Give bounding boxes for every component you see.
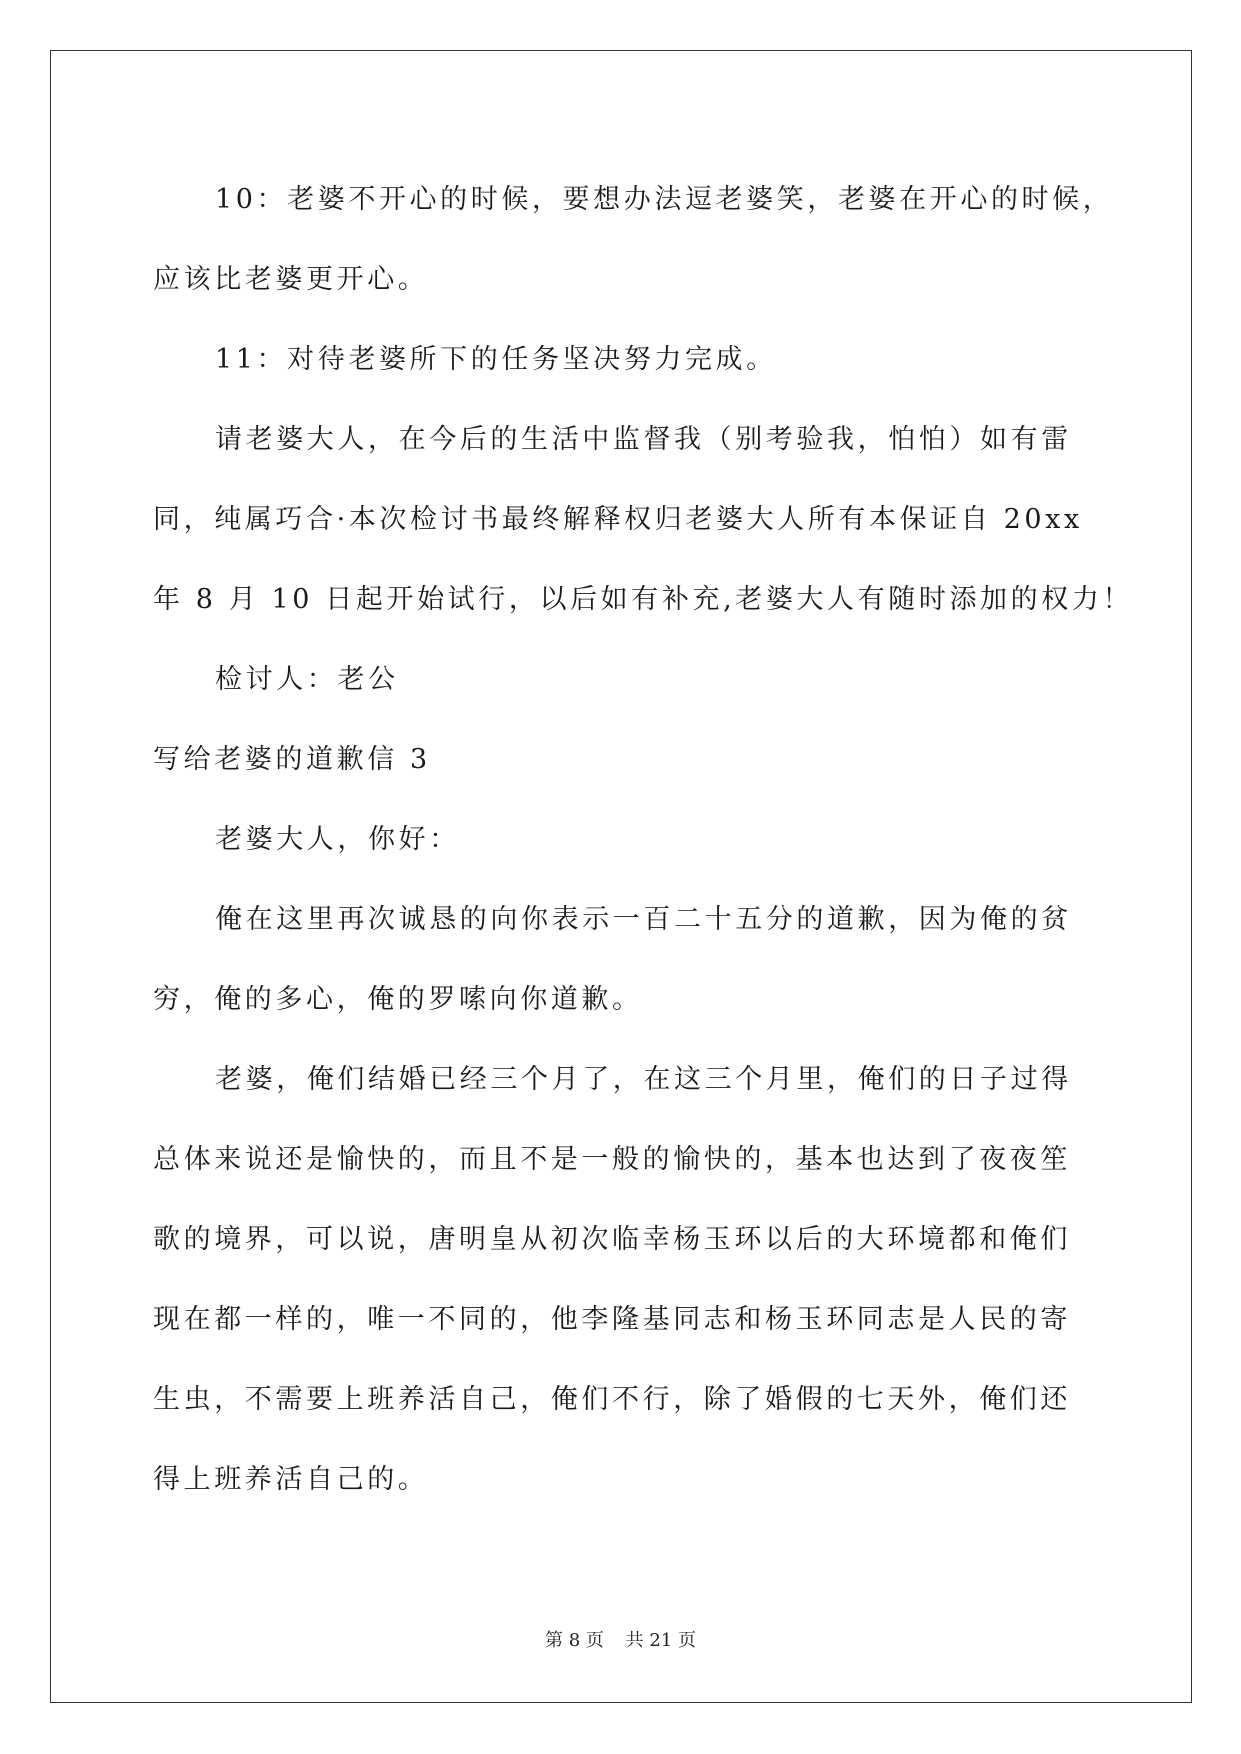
text-line: 生虫，不需要上班养活自己，俺们不行，除了婚假的七天外，俺们还: [153, 1384, 1071, 1415]
text-line: 歌的境界，可以说，唐明皇从初次临幸杨玉环以后的大环境都和俺们: [153, 1224, 1071, 1255]
text-line: 同，纯属巧合·本次检讨书最终解释权归老婆大人所有本保证自 20xx: [153, 504, 1083, 535]
text-line: 年 8 月 10 日起开始试行，以后如有补充,老婆大人有随时添加的权力！: [153, 584, 1134, 615]
text-line: 总体来说还是愉快的，而且不是一般的愉快的，基本也达到了夜夜笙: [153, 1144, 1071, 1175]
page-footer: [0, 1626, 1241, 1652]
text-line: 俺在这里再次诚恳的向你表示一百二十五分的道歉，因为俺的贫: [215, 904, 1072, 935]
text-line: 穷，俺的多心，俺的罗嗦向你道歉。: [153, 984, 643, 1015]
page-total: 共 21 页: [625, 1630, 696, 1651]
text-line: 老婆，俺们结婚已经三个月了，在这三个月里，俺们的日子过得: [215, 1064, 1072, 1095]
text-line: 10：老婆不开心的时候，要想办法逗老婆笑，老婆在开心的时候，: [215, 184, 1114, 215]
page-number: 第 8 页: [545, 1630, 604, 1651]
text-line: 11：对待老婆所下的任务坚决努力完成。: [215, 344, 777, 375]
signature-line: 检讨人：老公: [215, 664, 399, 695]
text-line: 应该比老婆更开心。: [153, 264, 429, 295]
text-line: 请老婆大人，在今后的生活中监督我（别考验我，怕怕）如有雷: [215, 424, 1072, 455]
document-body: [153, 160, 1134, 1520]
salutation-line: 老婆大人，你好：: [215, 824, 460, 855]
text-line: 得上班养活自己的。: [153, 1464, 429, 1495]
section-heading: 写给老婆的道歉信 3: [153, 744, 431, 775]
text-line: 现在都一样的，唯一不同的，他李隆基同志和杨玉环同志是人民的寄: [153, 1304, 1071, 1335]
